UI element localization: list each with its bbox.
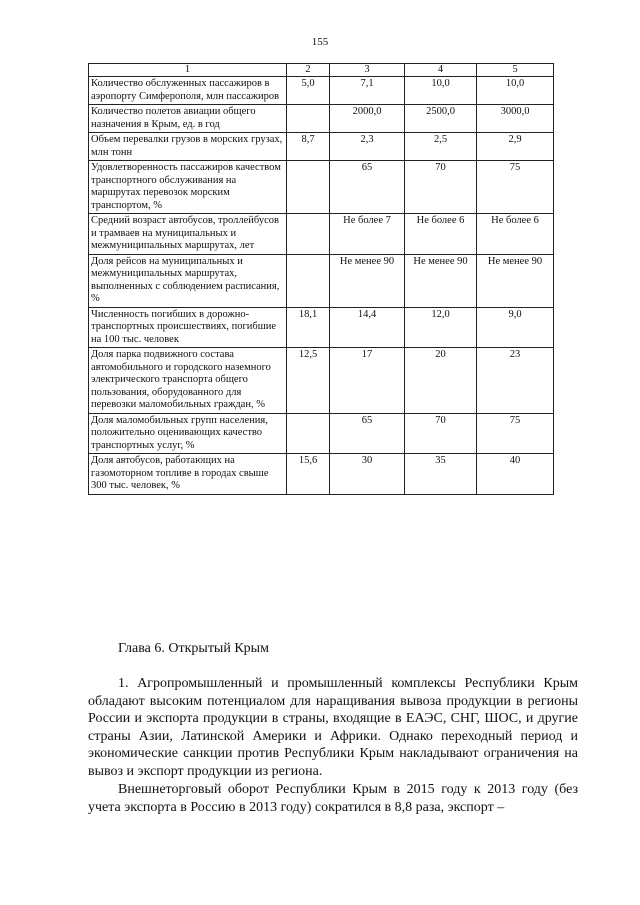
cell-value: 70	[405, 413, 477, 454]
cell-value: Не менее 90	[330, 254, 405, 307]
cell-value: 10,0	[405, 77, 477, 105]
row-label: Доля автобусов, работающих на газомоторном топливе в городах свыше 300 тыс. человек, %	[89, 454, 287, 495]
cell-value: 65	[330, 413, 405, 454]
row-label: Средний возраст автобусов, троллейбусов и трамваев на муниципальных и межмуниципальных маршрутах, лет	[89, 214, 287, 255]
table-row	[89, 77, 554, 105]
page-number: 155	[311, 36, 329, 48]
cell-value: 5,0	[287, 77, 330, 105]
cell-value: 2,3	[330, 133, 405, 161]
cell-value	[287, 105, 330, 133]
cell-value: 2500,0	[405, 105, 477, 133]
cell-value: Не менее 90	[477, 254, 554, 307]
cell-value: 12,5	[287, 348, 330, 414]
cell-value: 40	[477, 454, 554, 495]
table-row	[89, 307, 554, 348]
table-row	[89, 254, 554, 307]
header-cell: 3	[330, 64, 405, 77]
cell-value: 35	[405, 454, 477, 495]
cell-value: 3000,0	[477, 105, 554, 133]
cell-value	[287, 254, 330, 307]
cell-value: 15,6	[287, 454, 330, 495]
cell-value	[287, 214, 330, 255]
cell-value: 7,1	[330, 77, 405, 105]
cell-value: 75	[477, 161, 554, 214]
cell-value: 30	[330, 454, 405, 495]
header-cell: 4	[405, 64, 477, 77]
cell-value: Не более 7	[330, 214, 405, 255]
row-label: Удовлетворенность пассажиров качеством транспортного обслуживания на маршрутах перевозок морским транспортом, %	[89, 161, 287, 214]
cell-value: Не более 6	[405, 214, 477, 255]
table-row	[89, 413, 554, 454]
row-label: Объем перевалки грузов в морских грузах, млн тонн	[89, 133, 287, 161]
row-label: Доля рейсов на муниципальных и межмуниципальных маршрутах, выполненных с соблюдением расписания, %	[89, 254, 287, 307]
cell-value: 75	[477, 413, 554, 454]
cell-value: 10,0	[477, 77, 554, 105]
cell-value	[287, 161, 330, 214]
indicators-table	[88, 63, 554, 495]
cell-value: 23	[477, 348, 554, 414]
cell-value: Не более 6	[477, 214, 554, 255]
cell-value: 70	[405, 161, 477, 214]
cell-value: 2000,0	[330, 105, 405, 133]
row-label: Доля маломобильных групп населения, положительно оценивающих качество транспортных услуг, %	[89, 413, 287, 454]
chapter-title: Глава 6. Открытый Крым	[118, 641, 269, 656]
row-label: Доля парка подвижного состава автомобильного и городского наземного электрического транспорта общего пользования, оборудованного для перевозки маломобильных граждан, %	[89, 348, 287, 414]
table-row	[89, 105, 554, 133]
header-cell: 1	[89, 64, 287, 77]
table-row	[89, 133, 554, 161]
cell-value: 17	[330, 348, 405, 414]
cell-value: 18,1	[287, 307, 330, 348]
header-cell: 2	[287, 64, 330, 77]
row-label: Количество обслуженных пассажиров в аэропорту Симферополя, млн пассажиров	[89, 77, 287, 105]
body-paragraph: Внешнеторговый оборот Республики Крым в 2015 году к 2013 году (без учета экспорта в Россию в 2013 году) сократился в 8,8 раза, экспорт –	[88, 782, 578, 815]
cell-value: 20	[405, 348, 477, 414]
table-header-row	[89, 64, 554, 77]
cell-value: 14,4	[330, 307, 405, 348]
cell-value: 65	[330, 161, 405, 214]
table-row	[89, 161, 554, 214]
cell-value: Не менее 90	[405, 254, 477, 307]
cell-value: 12,0	[405, 307, 477, 348]
header-cell: 5	[477, 64, 554, 77]
table-row	[89, 454, 554, 495]
cell-value	[287, 413, 330, 454]
table-row	[89, 214, 554, 255]
cell-value: 8,7	[287, 133, 330, 161]
row-label: Количество полетов авиации общего назначения в Крым, ед. в год	[89, 105, 287, 133]
cell-value: 9,0	[477, 307, 554, 348]
cell-value: 2,5	[405, 133, 477, 161]
table-row	[89, 348, 554, 414]
body-paragraph: 1. Агропромышленный и промышленный комплексы Республики Крым обладают высоким потенциалом для наращивания вывоза продукции в регионы России и экспорта продукции в страны, входящие в ЕАЭС, СНГ, ШОС, и другие страны Азии, Латинской Америки и Африки. Однако переходный период и экономические санкции против Республики Крым накладывают ограничения на вывоз и экспорт продукции из региона.	[88, 676, 578, 779]
row-label: Численность погибших в дорожно-транспортных происшествиях, погибшие на 100 тыс. человек	[89, 307, 287, 348]
cell-value: 2,9	[477, 133, 554, 161]
